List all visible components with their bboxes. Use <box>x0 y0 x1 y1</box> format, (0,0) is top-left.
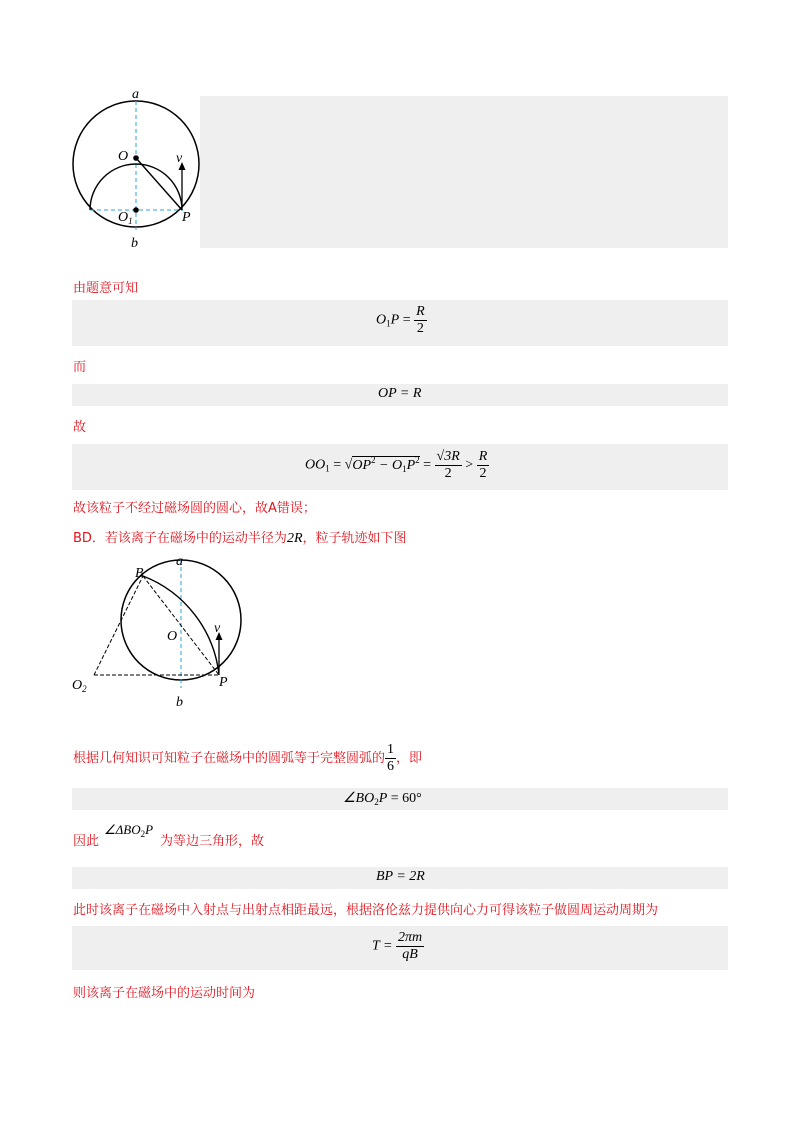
figure1-panel <box>200 96 728 248</box>
text-line-3: 故 <box>73 420 87 435</box>
label-b-point: B <box>135 566 144 581</box>
label-o2: $O_2$ <box>72 678 87 694</box>
figure1-diagram <box>70 88 205 253</box>
label-v-2: v <box>214 621 221 636</box>
formula-oo1: $OO_1 = √OP^2 - O_1P^2$ = $\frac{√3R}{2}$ > $\frac{R}{2}$ <box>305 449 488 481</box>
center-o1-dot <box>133 207 139 213</box>
text-line-8: 此时该离子在磁场中入射点与出射点相距最远，根据洛伦兹力提供向心力可得该粒子做圆周运动周期为 <box>73 903 659 918</box>
label-a: a <box>132 88 139 102</box>
figure2-diagram <box>68 553 248 713</box>
label-p-2: P <box>219 675 228 690</box>
text-line-1: 由题意可知 <box>73 281 139 296</box>
text-line-9: 则该离子在磁场中的运动时间为 <box>73 986 256 1001</box>
label-o: O <box>118 149 129 164</box>
text-line-2: 而 <box>73 360 87 375</box>
formula-period: T = $\frac{2\pi m}{qB}$ <box>372 930 423 962</box>
label-v: v <box>176 151 183 166</box>
text-line-7-prefix: 因此 <box>73 834 100 849</box>
text-line-6: 根据几何知识可知粒子在磁场中的圆弧等于完整圆弧的 $\frac{1}{6}$ ，即 <box>73 742 423 774</box>
sqrt-sign: √ <box>344 457 353 473</box>
label-b: b <box>131 236 138 251</box>
inline-triangle: $\angle\Delta BO_2P$ <box>104 822 154 839</box>
formula-o1p: $O_1P$ = $\frac{R}{2}$ <box>376 304 425 336</box>
label-a-2: a <box>176 554 183 569</box>
text-line-5: BD．若该离子在磁场中的运动半径为2R，粒子轨迹如下图 <box>73 531 407 546</box>
formula-op: OP = R <box>378 386 422 401</box>
formula-bp: BP = 2R <box>376 869 425 884</box>
label-b-2: b <box>176 695 183 710</box>
label-o1: $O_1$ <box>118 210 133 226</box>
text-line-7-suffix: 为等边三角形，故 <box>160 834 265 849</box>
label-o-2: O <box>167 629 178 644</box>
formula-angle: $\angle BO_2P = 60^\circ$ <box>343 791 422 807</box>
center-o-dot <box>133 155 139 161</box>
label-p: P <box>182 210 191 225</box>
text-line-4: 故该粒子不经过磁场圆的圆心，故A错误； <box>73 501 316 516</box>
